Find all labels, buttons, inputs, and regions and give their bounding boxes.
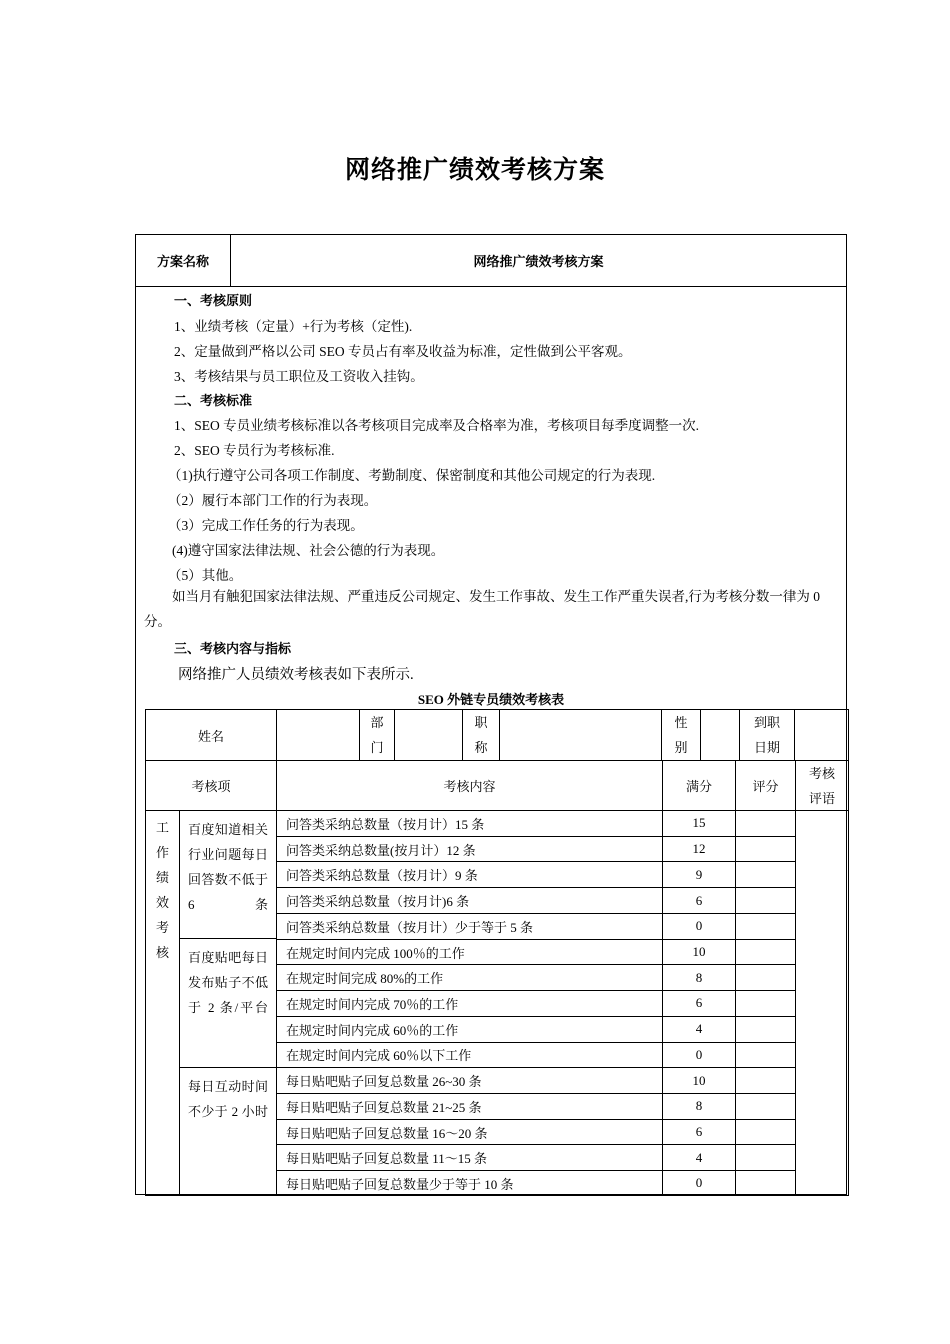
section-2-paragraph: 如当月有触犯国家法律法规、严重违反公司规定、发生工作事故、发生工作严重失误者,行为考核分数一律为 0 分。 — [144, 589, 820, 629]
row-score-input[interactable] — [735, 990, 795, 1016]
row-full-score: 6 — [662, 1119, 735, 1145]
header-comment-line-2: 评语 — [808, 790, 835, 806]
table-title: SEO 外链专员绩效考核表 — [417, 692, 565, 707]
header-full-score: 满分 — [662, 760, 735, 810]
section-2-line-5: （3）完成工作任务的行为表现。 — [168, 518, 364, 533]
row-score-input[interactable] — [735, 1093, 795, 1119]
row-score-input[interactable] — [735, 964, 795, 990]
job-title-label — [462, 709, 499, 760]
row-full-score: 6 — [662, 887, 735, 913]
name-label: 姓名 — [145, 709, 276, 760]
plan-name-row — [136, 235, 846, 287]
group-2-name: 百度贴吧每日发布贴子不低于 2 条/平台 — [179, 938, 276, 1067]
row-score-input[interactable] — [735, 1144, 795, 1170]
row-content: 问答类采纳总数量（按月计)6 条 — [276, 887, 662, 913]
group-3-name: 每日互动时间不少于 2 小时 — [179, 1067, 276, 1196]
row-full-score: 0 — [662, 1170, 735, 1196]
dept-label-line-1: 部 — [370, 715, 384, 730]
row-full-score: 12 — [662, 836, 735, 862]
row-full-score: 10 — [662, 1067, 735, 1093]
header-score: 评分 — [735, 760, 795, 810]
row-full-score: 4 — [662, 1144, 735, 1170]
hire-date-label — [739, 709, 794, 760]
category-char: 作 — [155, 845, 169, 860]
category-char: 绩 — [155, 870, 169, 885]
row-score-input[interactable] — [735, 810, 795, 836]
row-content: 在规定时间内完成 100％的工作 — [276, 939, 662, 965]
row-content: 每日贴吧贴子回复总数量 16～20 条 — [276, 1119, 662, 1145]
section-2-line-6: (4)遵守国家法律法规、社会公德的行为表现。 — [172, 543, 445, 558]
header-comment-line-1: 考核 — [808, 765, 835, 781]
hire-date-value[interactable] — [794, 709, 849, 760]
section-2-line-2: 2、SEO 专员行为考核标准. — [174, 443, 335, 458]
section-3-title: 三、考核内容与指标 — [174, 642, 292, 657]
row-content: 每日贴吧贴子回复总数量 11～15 条 — [276, 1144, 662, 1170]
row-full-score: 15 — [662, 810, 735, 836]
gender-value[interactable] — [700, 709, 739, 760]
row-content: 在规定时间内完成 60％的工作 — [276, 1016, 662, 1042]
section-2-line-1: 1、SEO 专员业绩考核标准以各考核项目完成率及合格率为准，考核项目每季度调整一次. — [174, 418, 700, 433]
row-content: 每日贴吧贴子回复总数量少于等于 10 条 — [276, 1170, 662, 1196]
section-1-line-2: 2、定量做到严格以公司 SEO 专员占有率及收益为标准，定性做到公平客观。 — [174, 344, 632, 359]
gender-label-line-1: 性 — [674, 715, 688, 730]
section-2-line-3: （1)执行遵守公司各项工作制度、考勤制度、保密制度和其他公司规定的行为表现. — [168, 468, 656, 483]
row-content: 问答类采纳总数量（按月计）15 条 — [276, 810, 662, 836]
plan-name-label: 方案名称 — [136, 235, 231, 286]
dept-value[interactable] — [394, 709, 462, 760]
hire-date-label-line-2: 日期 — [753, 740, 780, 755]
header-item: 考核项 — [145, 760, 276, 810]
row-score-input[interactable] — [735, 887, 795, 913]
gender-label — [661, 709, 700, 760]
header-content: 考核内容 — [276, 760, 662, 810]
category-char: 工 — [155, 820, 169, 835]
dept-label-line-2: 门 — [370, 740, 384, 755]
row-score-input[interactable] — [735, 1067, 795, 1093]
name-value[interactable] — [276, 709, 359, 760]
category-char: 效 — [155, 895, 169, 910]
section-1-title: 一、考核原则 — [174, 294, 253, 309]
row-score-input[interactable] — [735, 1119, 795, 1145]
gender-label-line-2: 别 — [674, 740, 688, 755]
row-content: 每日贴吧贴子回复总数量 21~25 条 — [276, 1093, 662, 1119]
job-title-label-line-2: 称 — [474, 740, 488, 755]
row-full-score: 8 — [662, 1093, 735, 1119]
row-content: 每日贴吧贴子回复总数量 26~30 条 — [276, 1067, 662, 1093]
category-char: 核 — [155, 945, 169, 960]
row-full-score: 10 — [662, 939, 735, 965]
document-title: 网络推广绩效考核方案 — [344, 155, 605, 184]
job-title-value[interactable] — [499, 709, 661, 760]
section-2-line-4: （2）履行本部门工作的行为表现。 — [168, 493, 378, 508]
row-score-input[interactable] — [735, 861, 795, 887]
job-title-label-line-1: 职 — [474, 715, 488, 730]
section-1-line-1: 1、业绩考核（定量）+行为考核（定性). — [174, 319, 413, 334]
row-content: 问答类采纳总数量（按月计）9 条 — [276, 861, 662, 887]
row-full-score: 4 — [662, 1016, 735, 1042]
section-2-line-7: （5）其他。 — [168, 568, 243, 583]
section-3-line-1: 网络推广人员绩效考核表如下表所示. — [178, 667, 414, 683]
plan-frame — [135, 234, 847, 1195]
row-score-input[interactable] — [735, 836, 795, 862]
row-content: 问答类采纳总数量（按月计）少于等于 5 条 — [276, 913, 662, 939]
section-2-title: 二、考核标准 — [174, 394, 253, 409]
row-content: 问答类采纳总数量(按月计）12 条 — [276, 836, 662, 862]
row-score-input[interactable] — [735, 913, 795, 939]
row-content: 在规定时间内完成 70％的工作 — [276, 990, 662, 1016]
row-full-score: 0 — [662, 1042, 735, 1068]
category-char: 考 — [155, 920, 169, 935]
category-work-performance — [145, 810, 179, 1196]
row-score-input[interactable] — [735, 1170, 795, 1196]
row-content: 在规定时间完成 80%的工作 — [276, 964, 662, 990]
row-score-input[interactable] — [735, 1016, 795, 1042]
row-full-score: 6 — [662, 990, 735, 1016]
comment-cell[interactable] — [795, 810, 849, 1196]
row-score-input[interactable] — [735, 939, 795, 965]
row-full-score: 0 — [662, 913, 735, 939]
group-1-name: 百度知道相关行业问题每日回答数不低于6条 — [179, 810, 276, 938]
row-content: 在规定时间内完成 60％以下工作 — [276, 1042, 662, 1068]
header-comment — [795, 760, 849, 810]
section-1-line-3: 3、考核结果与员工职位及工资收入挂钩。 — [174, 369, 424, 384]
plan-name-value: 网络推广绩效考核方案 — [473, 255, 604, 270]
row-full-score: 8 — [662, 964, 735, 990]
row-score-input[interactable] — [735, 1042, 795, 1068]
hire-date-label-line-1: 到职 — [753, 715, 780, 730]
dept-label — [359, 709, 394, 760]
row-full-score: 9 — [662, 861, 735, 887]
